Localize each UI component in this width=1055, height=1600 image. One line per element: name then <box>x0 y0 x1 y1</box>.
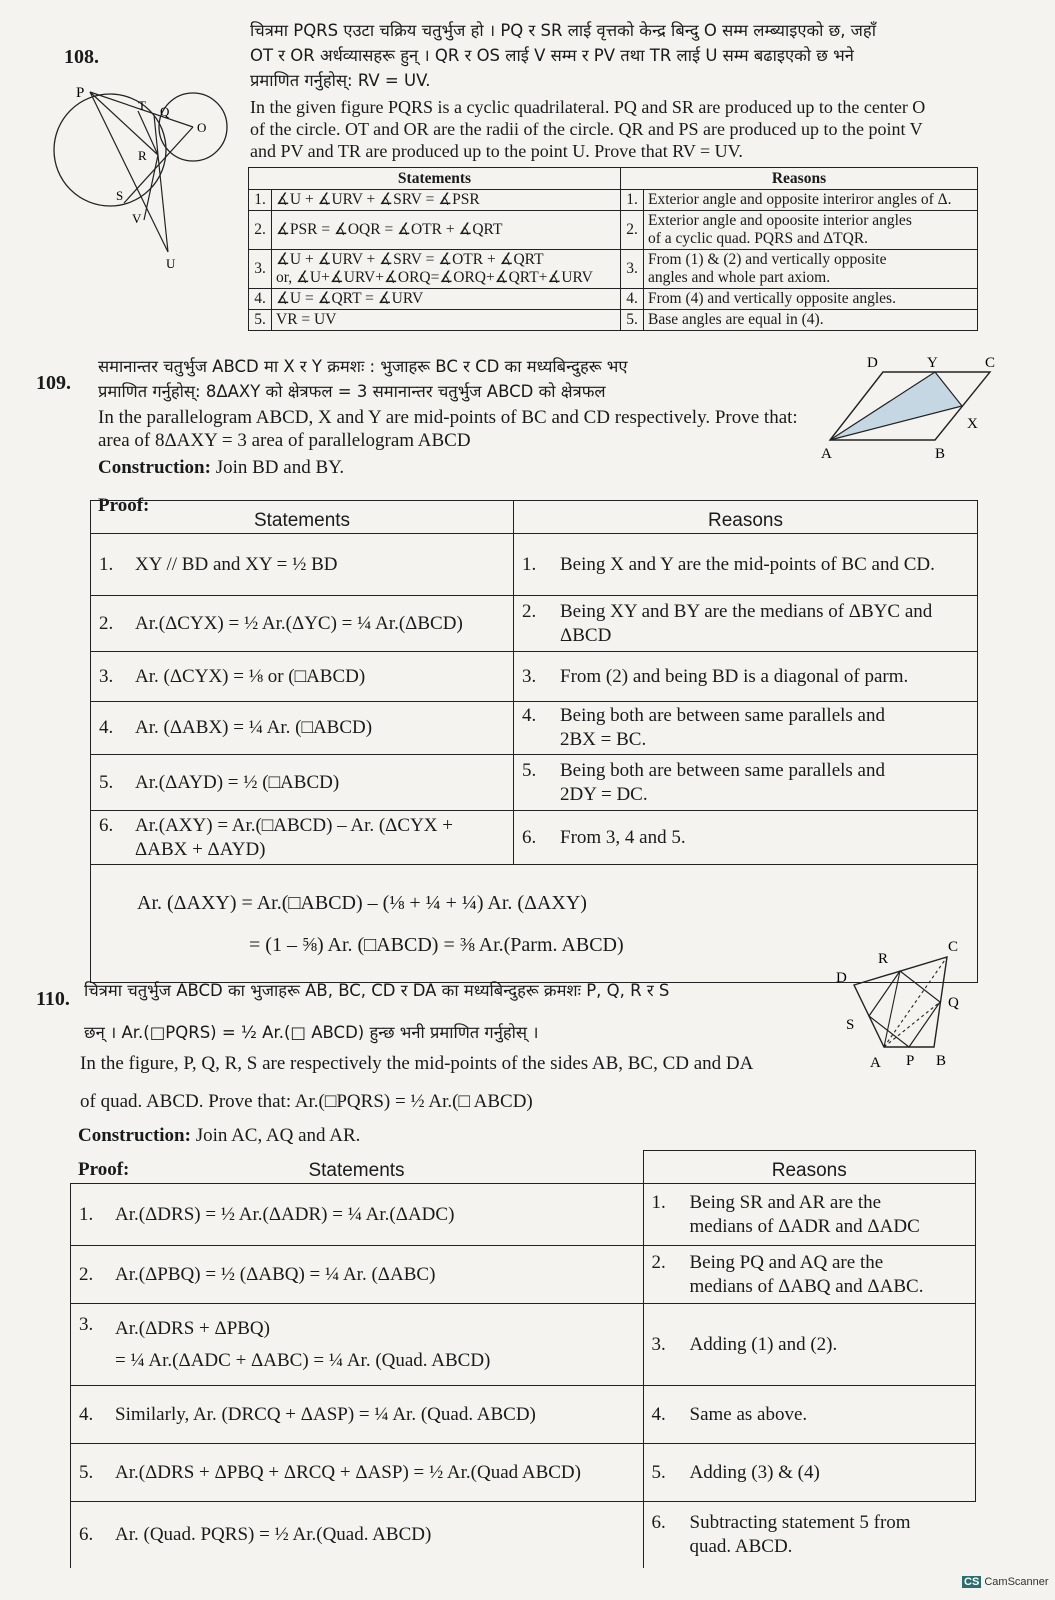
table-row <box>71 1184 976 1246</box>
reason-text <box>560 600 932 648</box>
row-number: 4. <box>99 717 114 738</box>
label-O: O <box>197 120 207 135</box>
reason-text: Adding (1) and (2). <box>689 1333 838 1355</box>
statement-cell <box>91 702 514 755</box>
construction-label: Construction: <box>98 457 211 478</box>
reason-cell <box>514 596 978 652</box>
q110-proof-table <box>70 1150 976 1568</box>
statement-text: Ar. (ΔCYX) = ⅛ or (□ABCD) <box>135 665 366 687</box>
reason-cell <box>514 811 978 865</box>
row-number: 2. <box>249 211 272 250</box>
reason-number: 2. <box>522 600 537 622</box>
row-number: 1. <box>79 1203 94 1225</box>
statement-cell: VR = UV <box>272 310 621 331</box>
statement-text: Ar. (Quad. PQRS) = ½ Ar.(Quad. ABCD) <box>115 1523 432 1545</box>
reason-number: 1. <box>621 190 644 211</box>
reason-line: Subtracting statement 5 from <box>689 1511 911 1533</box>
reason-cell <box>643 1444 976 1502</box>
statements-header: Statements <box>91 501 514 534</box>
q108-nepali-text <box>250 18 1010 93</box>
q110-english-text <box>80 1045 820 1121</box>
table-row <box>71 1444 976 1502</box>
reason-number: 3. <box>522 665 537 687</box>
q110-proof-label: Proof: <box>78 1159 130 1180</box>
row-number: 3. <box>99 665 114 687</box>
q109-nepali-line: प्रमाणित गर्नुहोस्: 8ΔAXY को क्षेत्रफल = 3 समानान्तर चतुर्भुज ABCD को क्षेत्रफल <box>98 382 606 401</box>
reason-text <box>690 1191 920 1239</box>
table-row <box>249 211 978 250</box>
statements-header: Statements <box>71 1151 644 1184</box>
statement-cell <box>91 811 514 865</box>
reason-number: 1. <box>522 553 537 575</box>
statement-cell: ∡U = ∡QRT = ∡URV <box>272 289 621 310</box>
statement-cell <box>71 1502 644 1568</box>
q110-english-line: of quad. ABCD. Prove that: Ar.(□PQRS) = ½ Ar.(□ ABCD) <box>80 1091 533 1112</box>
q108-english-line: and PV and TR are produced up to the point U. Prove that RV = UV. <box>250 141 743 161</box>
reason-line: Being PQ and AQ are the <box>689 1251 884 1273</box>
question-number-110: 110. <box>36 988 70 1010</box>
reason-cell: From (4) and vertically opposite angles. <box>644 289 978 310</box>
table-row <box>91 755 978 811</box>
label-B: B <box>935 446 946 462</box>
reason-text: From 3, 4 and 5. <box>560 826 686 848</box>
reason-cell <box>643 1184 976 1246</box>
statement-text: XY // BD and XY = ½ BD <box>135 553 338 575</box>
q110-nepali-line: चित्रमा चतुर्भुज ABCD का भुजाहरू AB, BC, CD र DA का मध्यबिन्दुहरू क्रमशः P, Q, R र S <box>84 981 670 1000</box>
q109-english-line: In the parallelogram ABCD, X and Y are mid-points of BC and CD respectively. Prove that: <box>98 407 798 428</box>
reasons-header: Reasons <box>514 501 978 534</box>
q108-proof-table <box>248 167 978 331</box>
table-row <box>249 190 978 211</box>
row-number: 6. <box>79 1523 94 1545</box>
reason-cell: Exterior angle and opposite interiror angles of Δ. <box>644 190 978 211</box>
label-Q: Q <box>160 104 170 119</box>
q109-figure <box>815 350 1005 465</box>
reason-cell <box>514 652 978 702</box>
reason-cell <box>514 755 978 811</box>
statement-cell <box>91 596 514 652</box>
statement-text: Ar.(ΔAYD) = ½ (□ABCD) <box>135 771 340 793</box>
reason-text: Adding (3) & (4) <box>689 1461 820 1483</box>
question-number-108: 108. <box>64 46 99 68</box>
q110-figure <box>830 935 970 1080</box>
quadrilateral-ABCD <box>854 957 947 1047</box>
row-number: 3. <box>249 250 272 289</box>
reason-cell <box>514 702 978 755</box>
reason-cell <box>643 1502 976 1568</box>
triangle-AXY <box>830 372 962 440</box>
label-C: C <box>985 355 996 371</box>
line-PU <box>90 92 168 252</box>
camscanner-icon: CS <box>964 1576 980 1588</box>
reason-line: 2BX = BC. <box>560 729 647 750</box>
reason-cell <box>643 1304 976 1386</box>
label-S: S <box>116 188 124 203</box>
line-PV <box>90 92 158 155</box>
final-line-1: Ar. (ΔAXY) = Ar.(□ABCD) – (⅛ + ¼ + ¼) Ar. (ΔAXY) <box>137 891 587 914</box>
statement-cell <box>272 250 621 289</box>
statement-cell <box>71 1184 644 1246</box>
label-T: T <box>138 98 146 113</box>
label-B: B <box>936 1053 947 1069</box>
statement-cell <box>91 534 514 596</box>
row-number: 5. <box>99 771 114 793</box>
reason-text: Being X and Y are the mid-points of BC and CD. <box>560 553 935 575</box>
table-row <box>71 1386 976 1444</box>
construction-text: Join AC, AQ and AR. <box>195 1125 361 1146</box>
reasons-header: Reasons <box>643 1151 976 1184</box>
reason-line: ΔBCD <box>560 624 612 646</box>
q109-english-text <box>98 406 818 452</box>
table-row <box>249 289 978 310</box>
label-Y: Y <box>927 355 938 371</box>
statement-cell <box>91 652 514 702</box>
camscanner-watermark <box>962 1576 1049 1588</box>
statement-text: Ar.(AXY) = Ar.(□ABCD) – Ar. (ΔCYX + ΔABX + ΔAYD) <box>135 814 453 860</box>
statement-text: Similarly, Ar. (DRCQ + ΔASP) = ¼ Ar. (Quad. ABCD) <box>115 1403 536 1425</box>
label-A: A <box>870 1055 881 1071</box>
row-number: 5. <box>249 310 272 331</box>
statement-cell: ∡PSR = ∡OQR = ∡OTR + ∡QRT <box>272 211 621 250</box>
row-number: 1. <box>99 553 114 575</box>
reason-line: angles and whole part axiom. <box>648 269 831 286</box>
question-number-109: 109. <box>36 372 71 394</box>
q108-english-line: In the given figure PQRS is a cyclic quadrilateral. PQ and SR are produced up to the center O <box>250 97 926 117</box>
reason-line: quad. ABCD. <box>689 1535 793 1557</box>
q109-nepali-text <box>98 354 818 404</box>
statement-cell <box>71 1386 644 1444</box>
reason-cell <box>643 1386 976 1444</box>
statement-line: ∡U + ∡URV + ∡SRV = ∡OTR + ∡QRT <box>276 251 544 268</box>
statement-cell: ∡U + ∡URV + ∡SRV = ∡PSR <box>272 190 621 211</box>
reason-line: medians of ΔADR and ΔADC <box>689 1215 920 1237</box>
reason-text <box>560 759 885 807</box>
label-A: A <box>821 446 832 462</box>
statement-cell <box>71 1304 644 1386</box>
statement-text: Ar.(ΔDRS) = ½ Ar.(ΔADR) = ¼ Ar.(ΔADC) <box>115 1203 455 1225</box>
table-row <box>71 1304 976 1386</box>
reason-line: Exterior angle and opoosite interior angles <box>648 212 912 229</box>
label-X: X <box>967 416 978 432</box>
reason-line: Being both are between same parallels and <box>560 705 885 726</box>
reason-text <box>690 1511 911 1559</box>
table-row <box>71 1246 976 1304</box>
q108-english-text <box>250 96 1010 162</box>
reason-number: 4. <box>522 705 537 726</box>
reason-number: 5. <box>621 310 644 331</box>
reason-text: Same as above. <box>689 1403 808 1425</box>
statement-line: Ar.(ΔDRS + ΔPBQ) <box>115 1317 270 1339</box>
table-row <box>249 250 978 289</box>
row-number: 6. <box>99 814 114 836</box>
label-S: S <box>846 1017 855 1033</box>
reason-number: 4. <box>651 1403 666 1425</box>
label-P: P <box>76 85 85 101</box>
table-row <box>91 534 978 596</box>
q108-figure <box>50 80 245 280</box>
reason-number: 5. <box>651 1461 666 1483</box>
reason-line: Being SR and AR are the <box>689 1191 882 1213</box>
reason-line: 2DY = DC. <box>560 783 648 805</box>
statement-text <box>115 1313 490 1377</box>
statement-cell <box>71 1444 644 1502</box>
label-D: D <box>867 355 878 371</box>
label-D: D <box>836 970 847 986</box>
statement-text: Ar.(ΔPBQ) = ½ (ΔABQ) = ¼ Ar. (ΔABC) <box>115 1263 436 1285</box>
q110-construction <box>78 1124 360 1147</box>
reason-text: From (2) and being BD is a diagonal of parm. <box>560 665 909 687</box>
row-number: 4. <box>79 1403 94 1425</box>
q108-nepali-line: OT र OR अर्धव्यासहरू हुन् । QR र OS लाई V सम्म र PV तथा TR लाई U सम्म बढाइएको छ भने <box>250 46 854 65</box>
statement-line: or, ∡U+∡URV+∡ORQ=∡ORQ+∡QRT+∡URV <box>276 269 593 286</box>
reason-number: 6. <box>651 1511 666 1533</box>
reason-number: 4. <box>621 289 644 310</box>
reason-cell: Base angles are equal in (4). <box>644 310 978 331</box>
label-U: U <box>166 256 176 271</box>
q110-nepali-text <box>84 970 804 1054</box>
row-number: 4. <box>249 289 272 310</box>
label-V: V <box>132 211 142 226</box>
q109-construction <box>98 456 344 479</box>
q109-proof-table <box>90 500 978 983</box>
table-row <box>91 811 978 865</box>
row-number: 3. <box>79 1313 94 1335</box>
label-C: C <box>948 939 959 955</box>
reason-line: of a cyclic quad. PQRS and ΔTQR. <box>648 230 869 247</box>
q108-nepali-line: चित्रमा PQRS एउटा चक्रिय चतुर्भुज हो । PQ र SR लाई वृत्तको केन्द्र बिन्दु O सम्म लम्ब्याइएको छ, जहाँ <box>250 21 876 40</box>
table-row <box>71 1502 976 1568</box>
reason-number: 3. <box>651 1333 666 1355</box>
construction-label: Construction: <box>78 1125 191 1146</box>
reason-line: From (1) & (2) and vertically opposite <box>648 251 887 268</box>
reason-cell <box>643 1246 976 1304</box>
label-Q: Q <box>948 995 959 1011</box>
reason-text <box>560 704 885 752</box>
row-number: 2. <box>99 612 114 634</box>
reason-number: 6. <box>522 826 537 848</box>
statement-text: Ar.(ΔCYX) = ½ Ar.(ΔYC) = ¼ Ar.(ΔBCD) <box>135 612 463 634</box>
label-R: R <box>878 951 889 967</box>
reason-cell <box>644 211 978 250</box>
reason-text <box>690 1251 924 1299</box>
q109-nepali-line: समानान्तर चतुर्भुज ABCD मा X र Y क्रमशः : भुजाहरू BC र CD का मध्यबिन्दुहरू भए <box>98 357 628 376</box>
q108-nepali-line: प्रमाणित गर्नुहोस्: RV = UV. <box>250 71 431 90</box>
row-number: 5. <box>79 1461 94 1483</box>
camscanner-text: CamScanner <box>984 1576 1049 1588</box>
reasons-header: Reasons <box>621 168 978 190</box>
row-number: 2. <box>79 1263 94 1285</box>
reason-number: 2. <box>621 211 644 250</box>
line-RV <box>144 155 158 220</box>
statement-text: Ar. (ΔABX) = ¼ Ar. (□ABCD) <box>135 717 373 738</box>
reason-line: Being both are between same parallels and <box>560 759 885 781</box>
q110-english-line: In the figure, P, Q, R, S are respectively the mid-points of the sides AB, BC, CD and DA <box>80 1053 754 1074</box>
statements-header: Statements <box>249 168 621 190</box>
table-row <box>91 702 978 755</box>
reason-number: 5. <box>522 759 537 781</box>
table-row <box>249 310 978 331</box>
reason-number: 2. <box>651 1251 666 1273</box>
table-row <box>91 596 978 652</box>
line-OS <box>124 127 193 203</box>
q110-nepali-line: छन् । Ar.(□PQRS) = ½ Ar.(□ ABCD) हुन्छ भनी प्रमाणित गर्नुहोस् । <box>84 1023 539 1042</box>
statement-cell <box>91 755 514 811</box>
reason-line: Being XY and BY are the medians of ΔBYC and <box>560 600 933 622</box>
q109-english-line: area of 8ΔAXY = 3 area of parallelogram ABCD <box>98 430 471 451</box>
construction-text: Join BD and BY. <box>215 457 345 478</box>
statement-line: = ¼ Ar.(ΔADC + ΔABC) = ¼ Ar. (Quad. ABCD) <box>115 1349 491 1371</box>
statement-cell <box>71 1246 644 1304</box>
reason-number: 1. <box>651 1191 666 1213</box>
reason-line: medians of ΔABQ and ΔABC. <box>689 1275 924 1297</box>
final-line-2: = (1 – ⅝) Ar. (□ABCD) = ⅜ Ar.(Parm. ABCD) <box>249 933 624 956</box>
reason-number: 3. <box>621 250 644 289</box>
q109-proof-label: Proof: <box>98 495 150 516</box>
row-number: 1. <box>249 190 272 211</box>
q108-english-line: of the circle. OT and OR are the radii of the circle. QR and PS are produced up to the point V <box>250 119 923 139</box>
table-row <box>91 652 978 702</box>
reason-cell <box>644 250 978 289</box>
reason-cell <box>514 534 978 596</box>
label-P: P <box>906 1053 915 1069</box>
statement-text: Ar.(ΔDRS + ΔPBQ + ΔRCQ + ΔASP) = ½ Ar.(Quad ABCD) <box>115 1461 581 1483</box>
label-R: R <box>138 148 147 163</box>
